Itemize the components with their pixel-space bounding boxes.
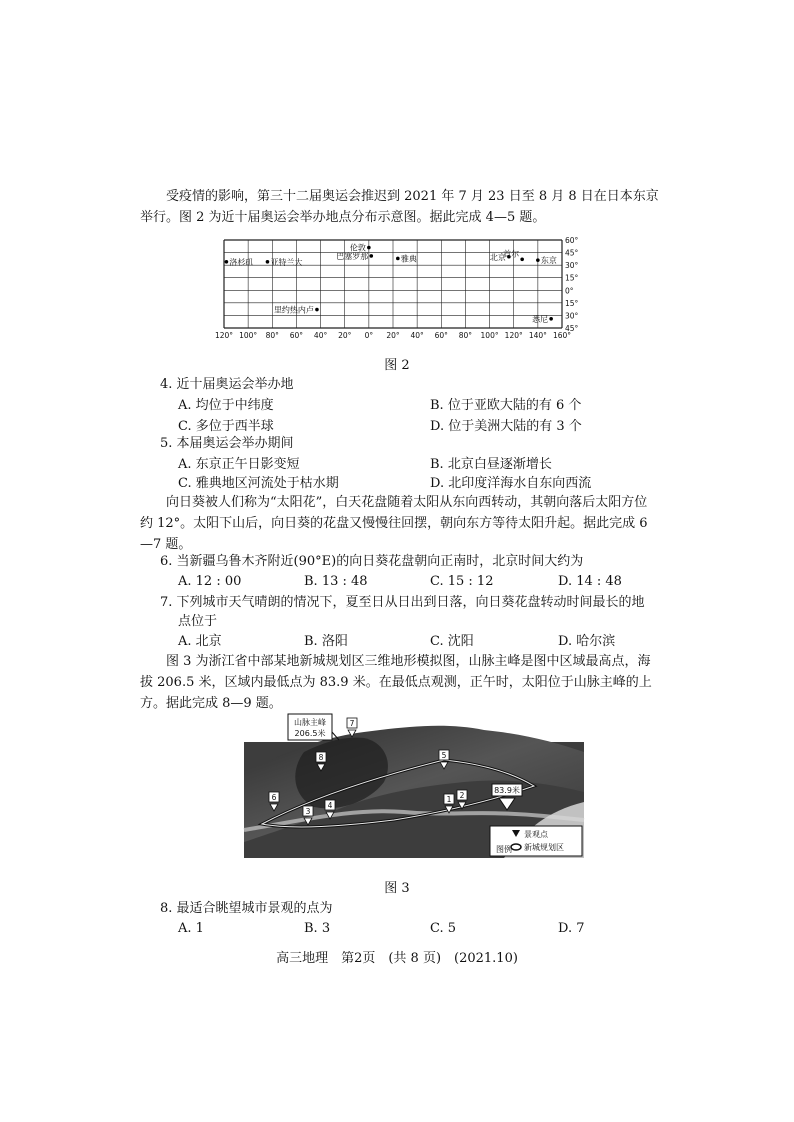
legend-view-point-label: 景观点	[524, 830, 548, 839]
city-label: 雅典	[400, 254, 417, 264]
question-7-option-c[interactable]: C. 沈阳	[430, 634, 474, 649]
latitude-label: 0°	[565, 286, 574, 296]
terrain-model-figure	[244, 712, 584, 858]
page-footer: 高三地理 第2页 (共 8 页) (2021.10)	[276, 951, 518, 966]
landscape-point-number: 7	[349, 719, 355, 728]
city-marker	[369, 254, 373, 258]
olympic-host-city-map	[214, 236, 582, 342]
latitude-label: 30°	[565, 311, 579, 321]
latitude-label: 30°	[565, 261, 579, 271]
question-4-option-b[interactable]: B. 位于亚欧大陆的有 6 个	[430, 398, 582, 413]
question-8-option-b[interactable]: B. 3	[304, 921, 331, 936]
longitude-label: 0°	[364, 331, 374, 340]
longitude-label: 80°	[265, 331, 279, 340]
latitude-label: 15°	[565, 273, 579, 283]
longitude-label: 100°	[480, 331, 499, 340]
city-marker	[520, 257, 524, 261]
longitude-label: 120°	[214, 331, 234, 340]
longitude-label: 60°	[289, 331, 304, 340]
question-8-stem: 8. 最适合眺望城市景观的点为	[160, 901, 333, 916]
figure-3-caption: 图 3	[384, 881, 410, 896]
longitude-label: 20°	[386, 331, 400, 340]
latitude-label: 45°	[565, 248, 579, 258]
figure-2-caption: 图 2	[384, 358, 410, 373]
intro-paragraph-olympics: 受疫情的影响，第三十二届奥运会推迟到 2021 年 7 月 23 日至 8 月 8 日在日本东京举行。图 2 为近十届奥运会举办地点分布示意图。据此完成 4—5 题。	[140, 189, 659, 225]
landscape-point-number: 3	[305, 807, 311, 816]
question-4-option-d[interactable]: D. 位于美洲大陆的有 3 个	[430, 419, 582, 434]
longitude-label: 80°	[458, 331, 473, 340]
longitude-label: 100°	[239, 331, 258, 340]
city-label: 首尔	[503, 249, 520, 259]
city-label: 洛杉矶	[229, 257, 254, 267]
city-marker	[536, 258, 540, 262]
map-axis-labels	[215, 236, 579, 340]
question-7-option-d[interactable]: D. 哈尔滨	[558, 634, 616, 649]
city-label: 东京	[540, 256, 557, 266]
city-label: 伦敦	[349, 243, 366, 253]
question-8-option-c[interactable]: C. 5	[430, 921, 457, 936]
city-marker	[315, 308, 319, 312]
longitude-label: 60°	[434, 331, 448, 340]
longitude-label: 40°	[313, 331, 328, 340]
landscape-point-number: 8	[318, 753, 324, 762]
landscape-point-number: 5	[441, 751, 447, 760]
city-marker	[266, 260, 270, 264]
question-7-stem: 7. 下列城市天气晴朗的情况下，夏至日从日出到日落，向日葵花盘转动时间最长的地	[160, 595, 645, 610]
city-label: 里约热内卢	[273, 305, 314, 315]
question-4-option-a[interactable]: A. 均位于中纬度	[178, 398, 274, 413]
question-5-option-d[interactable]: D. 北印度洋海水自东向西流	[430, 476, 592, 491]
city-label: 北京	[489, 252, 506, 262]
landscape-point-number: 2	[459, 791, 465, 800]
question-5-option-c[interactable]: C. 雅典地区河流处于枯水期	[178, 476, 339, 491]
city-marker	[367, 246, 371, 250]
legend-heading: 图例	[496, 845, 512, 854]
question-7-option-b[interactable]: B. 洛阳	[304, 634, 348, 649]
city-label: 巴塞罗那	[336, 251, 369, 261]
question-8-option-a[interactable]: A. 1	[178, 921, 204, 936]
longitude-label: 160°	[552, 331, 572, 340]
question-7-stem-continued: 点位于	[178, 614, 218, 629]
city-marker	[225, 260, 229, 264]
longitude-label: 40°	[410, 331, 424, 340]
longitude-label: 140°	[528, 331, 547, 340]
question-5-stem: 5. 本届奥运会举办期间	[160, 436, 294, 451]
longitude-label: 120°	[504, 331, 523, 340]
latitude-label: 60°	[565, 236, 579, 245]
lowest-point-elevation: 83.9米	[494, 786, 520, 795]
map-cities	[225, 243, 557, 324]
city-label: 悉尼	[532, 314, 549, 324]
landscape-point-number: 4	[327, 801, 333, 810]
question-6-option-c[interactable]: C. 15 : 12	[430, 574, 494, 589]
longitude-label: 20°	[338, 331, 352, 340]
question-6-option-b[interactable]: B. 13 : 48	[304, 574, 368, 589]
intro-paragraph-terrain: 图 3 为浙江省中部某地新城规划区三维地形模拟图，山脉主峰是图中区域最高点，海拔 206.5 米，区域内最低点为 83.9 米。在最低点观测，正午时，太阳位于山脉主峰的上方。据此完成 8—9 题。	[140, 654, 652, 711]
latitude-label: 15°	[565, 298, 579, 308]
question-6-option-a[interactable]: A. 12 : 00	[178, 574, 242, 589]
city-marker	[549, 317, 553, 321]
question-5-option-a[interactable]: A. 东京正午日影变短	[178, 457, 300, 472]
question-7-option-a[interactable]: A. 北京	[178, 634, 222, 649]
question-8-option-d[interactable]: D. 7	[558, 921, 585, 936]
question-4-stem: 4. 近十届奥运会举办地	[160, 377, 294, 392]
question-6-option-d[interactable]: D. 14 : 48	[558, 574, 622, 589]
intro-paragraph-sunflower: 向日葵被人们称为“太阳花”，白天花盘随着太阳从东向西转动，其朝向落后太阳方位约 12°。太阳下山后，向日葵的花盘又慢慢往回摆，朝向东方等待太阳升起。据此完成 6—7 题。	[140, 495, 648, 552]
city-label: 亚特兰大	[270, 257, 303, 267]
legend-planning-area-label: 新城规划区	[524, 843, 564, 852]
latitude-label: 45°	[565, 324, 579, 333]
city-marker	[396, 257, 400, 261]
question-6-stem: 6. 当新疆乌鲁木齐附近(90°E)的向日葵花盘朝向正南时，北京时间大约为	[160, 554, 584, 569]
landscape-point-number: 1	[446, 795, 452, 804]
peak-title: 山脉主峰	[294, 718, 326, 727]
question-4-option-c[interactable]: C. 多位于西半球	[178, 419, 274, 434]
question-5-option-b[interactable]: B. 北京白昼逐渐增长	[430, 457, 552, 472]
peak-elevation: 206.5米	[294, 729, 326, 738]
landscape-point-number: 6	[271, 793, 277, 802]
